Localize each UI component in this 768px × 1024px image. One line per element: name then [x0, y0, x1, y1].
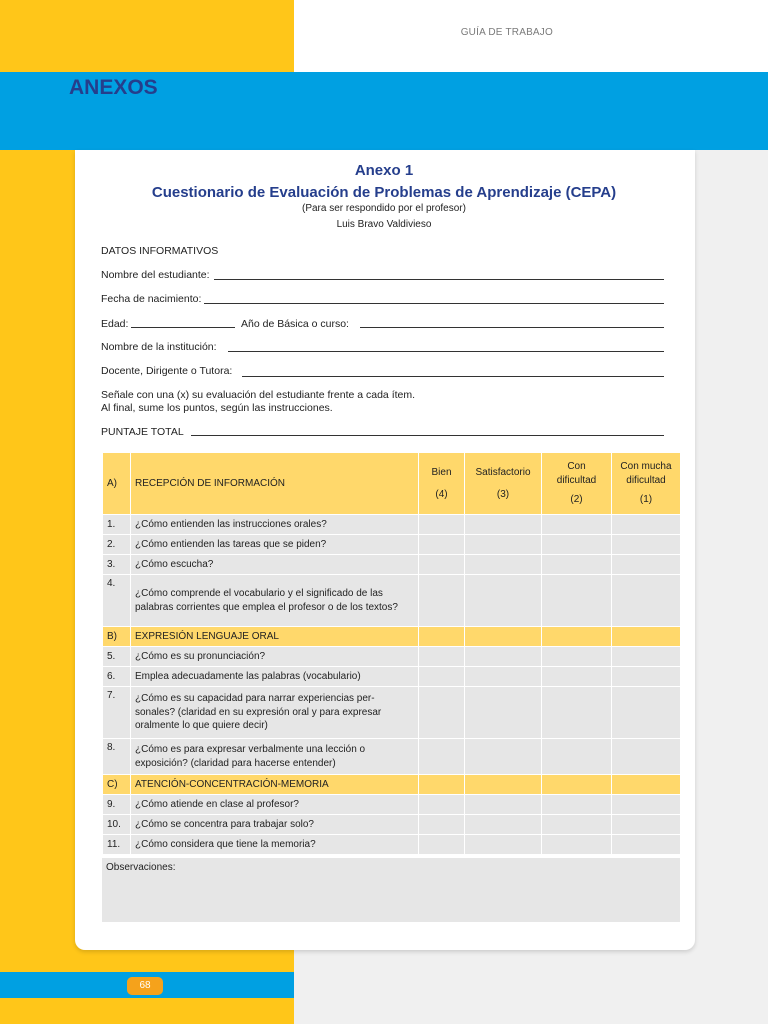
page-number: 68 [127, 977, 163, 995]
answer-cell[interactable] [542, 835, 612, 855]
birth-date-field[interactable] [204, 303, 664, 304]
item-number: 10. [103, 815, 131, 835]
answer-cell[interactable] [542, 535, 612, 555]
answer-cell[interactable] [465, 535, 542, 555]
answer-cell[interactable] [612, 795, 681, 815]
section-row [103, 627, 681, 647]
answer-cell[interactable] [419, 647, 465, 667]
item-number: 3. [103, 555, 131, 575]
item-text: ¿Cómo escucha? [131, 555, 419, 575]
answer-cell[interactable] [465, 687, 542, 739]
table-row [103, 739, 681, 775]
answer-cell[interactable] [419, 687, 465, 739]
table-row [103, 515, 681, 535]
column-label: Con [567, 461, 586, 473]
section-letter: C) [103, 775, 131, 795]
table-row [103, 687, 681, 739]
section-title: EXPRESIÓN LENGUAJE ORAL [131, 627, 419, 647]
annex-title: Cuestionario de Evaluación de Problemas de Aprendizaje (CEPA) [151, 184, 617, 201]
answer-cell[interactable] [612, 575, 681, 627]
institution-field[interactable] [228, 351, 664, 352]
birth-date-label: Fecha de nacimiento: [101, 293, 202, 305]
table-header-row [103, 453, 681, 515]
item-number: 7. [103, 687, 131, 739]
cepa-table [102, 452, 681, 855]
answer-cell[interactable] [465, 795, 542, 815]
form-heading: DATOS INFORMATIVOS [101, 245, 219, 257]
table-row [103, 535, 681, 555]
student-name-label: Nombre del estudiante: [101, 269, 210, 281]
answer-cell[interactable] [419, 515, 465, 535]
item-text: ¿Cómo atiende en clase al profesor? [131, 795, 419, 815]
answer-cell[interactable] [419, 667, 465, 687]
column-points: (2) [570, 494, 583, 506]
answer-cell[interactable] [612, 687, 681, 739]
teacher-field[interactable] [242, 376, 664, 377]
answer-cell[interactable] [465, 739, 542, 775]
item-number: 6. [103, 667, 131, 687]
answer-cell[interactable] [419, 795, 465, 815]
teacher-label: Docente, Dirigente o Tutora: [101, 365, 233, 377]
annex-subtitle: (Para ser respondido por el profesor) [302, 203, 466, 214]
table-row [103, 835, 681, 855]
section-title: ATENCIÓN-CONCENTRACIÓN-MEMORIA [131, 775, 419, 795]
grade-label: Año de Básica o curso: [241, 318, 349, 330]
answer-cell[interactable] [612, 739, 681, 775]
answer-cell[interactable] [465, 555, 542, 575]
answer-cell[interactable] [542, 515, 612, 535]
age-label: Edad: [101, 318, 129, 330]
column-label: Con mucha [620, 461, 672, 473]
column-label: Bien [431, 466, 452, 478]
table-row [103, 555, 681, 575]
column-points: (4) [435, 489, 448, 500]
running-title: GUÍA DE TRABAJO [460, 27, 553, 38]
answer-cell[interactable] [612, 815, 681, 835]
column-bien [419, 453, 465, 515]
column-con-mucha-dificultad [612, 453, 681, 515]
answer-cell[interactable] [542, 739, 612, 775]
answer-cell[interactable] [542, 667, 612, 687]
answer-cell[interactable] [465, 647, 542, 667]
section-title: RECEPCIÓN DE INFORMACIÓN [131, 453, 419, 515]
column-satisfactorio [465, 453, 542, 515]
item-number: 1. [103, 515, 131, 535]
answer-cell[interactable] [612, 555, 681, 575]
answer-cell[interactable] [612, 835, 681, 855]
section-letter: B) [103, 627, 131, 647]
table-row [103, 575, 681, 627]
item-text: ¿Cómo se concentra para trabajar solo? [131, 815, 419, 835]
student-name-field[interactable] [214, 279, 664, 280]
section-letter: A) [103, 453, 131, 515]
answer-cell[interactable] [612, 667, 681, 687]
answer-cell[interactable] [542, 647, 612, 667]
answer-cell[interactable] [542, 815, 612, 835]
item-number: 9. [103, 795, 131, 815]
item-number: 2. [103, 535, 131, 555]
answer-cell[interactable] [419, 815, 465, 835]
item-text: ¿Cómo considera que tiene la memoria? [131, 835, 419, 855]
item-number: 8. [103, 739, 131, 775]
item-number: 4. [103, 575, 131, 627]
answer-cell[interactable] [465, 667, 542, 687]
instructions-line-1: Señale con una (x) su evaluación del estudiante frente a cada ítem. [101, 389, 416, 401]
answer-cell[interactable] [542, 555, 612, 575]
item-number: 5. [103, 647, 131, 667]
age-field[interactable] [131, 327, 235, 328]
item-text: ¿Cómo comprende el vocabulario y el significado de las palabras corrientes que emplea el profesor o de los textos? [131, 575, 419, 627]
answer-cell[interactable] [465, 835, 542, 855]
item-number: 11. [103, 835, 131, 855]
answer-cell[interactable] [542, 795, 612, 815]
section-title: ANEXOS [69, 76, 158, 99]
item-text: ¿Cómo es para expresar verbalmente una lección o exposición? (claridad para hacerse entender) [131, 739, 419, 775]
table-row [103, 667, 681, 687]
annex-number: Anexo 1 [354, 162, 414, 179]
answer-cell[interactable] [419, 535, 465, 555]
answer-cell[interactable] [612, 535, 681, 555]
column-label: dificultad [626, 474, 666, 486]
observations-label: Observaciones: [106, 862, 176, 873]
answer-cell[interactable] [419, 555, 465, 575]
item-text: ¿Cómo entienden las instrucciones orales? [131, 515, 419, 535]
answer-cell[interactable] [612, 515, 681, 535]
table-row [103, 795, 681, 815]
item-text: ¿Cómo es su pronunciación? [131, 647, 419, 667]
answer-cell[interactable] [419, 575, 465, 627]
item-text: ¿Cómo entienden las tareas que se piden? [131, 535, 419, 555]
total-score-label: PUNTAJE TOTAL [101, 426, 184, 438]
item-text: Emplea adecuadamente las palabras (vocabulario) [131, 667, 419, 687]
answer-cell[interactable] [465, 575, 542, 627]
total-score-field[interactable] [191, 435, 664, 436]
item-text: ¿Cómo es su capacidad para narrar experiencias per-sonales? (claridad en su expresión oral y para expresar oralmente lo que quiere decir) [131, 687, 419, 739]
answer-cell[interactable] [465, 515, 542, 535]
answer-cell[interactable] [465, 815, 542, 835]
column-label: dificultad [556, 474, 597, 486]
column-points: (3) [496, 489, 510, 500]
section-row [103, 775, 681, 795]
grade-field[interactable] [360, 327, 664, 328]
column-label: Satisfactorio [475, 466, 531, 478]
column-points: (1) [639, 494, 653, 506]
table-row [103, 815, 681, 835]
answer-cell[interactable] [542, 687, 612, 739]
answer-cell[interactable] [419, 739, 465, 775]
instructions-line-2: Al final, sume los puntos, según las instrucciones. [101, 402, 333, 414]
institution-label: Nombre de la institución: [101, 341, 217, 353]
answer-cell[interactable] [612, 647, 681, 667]
table-row [103, 647, 681, 667]
answer-cell[interactable] [419, 835, 465, 855]
column-con-dificultad [542, 453, 612, 515]
observations-box[interactable] [102, 858, 680, 922]
answer-cell[interactable] [542, 575, 612, 627]
annex-author: Luis Bravo Valdivieso [336, 219, 432, 230]
